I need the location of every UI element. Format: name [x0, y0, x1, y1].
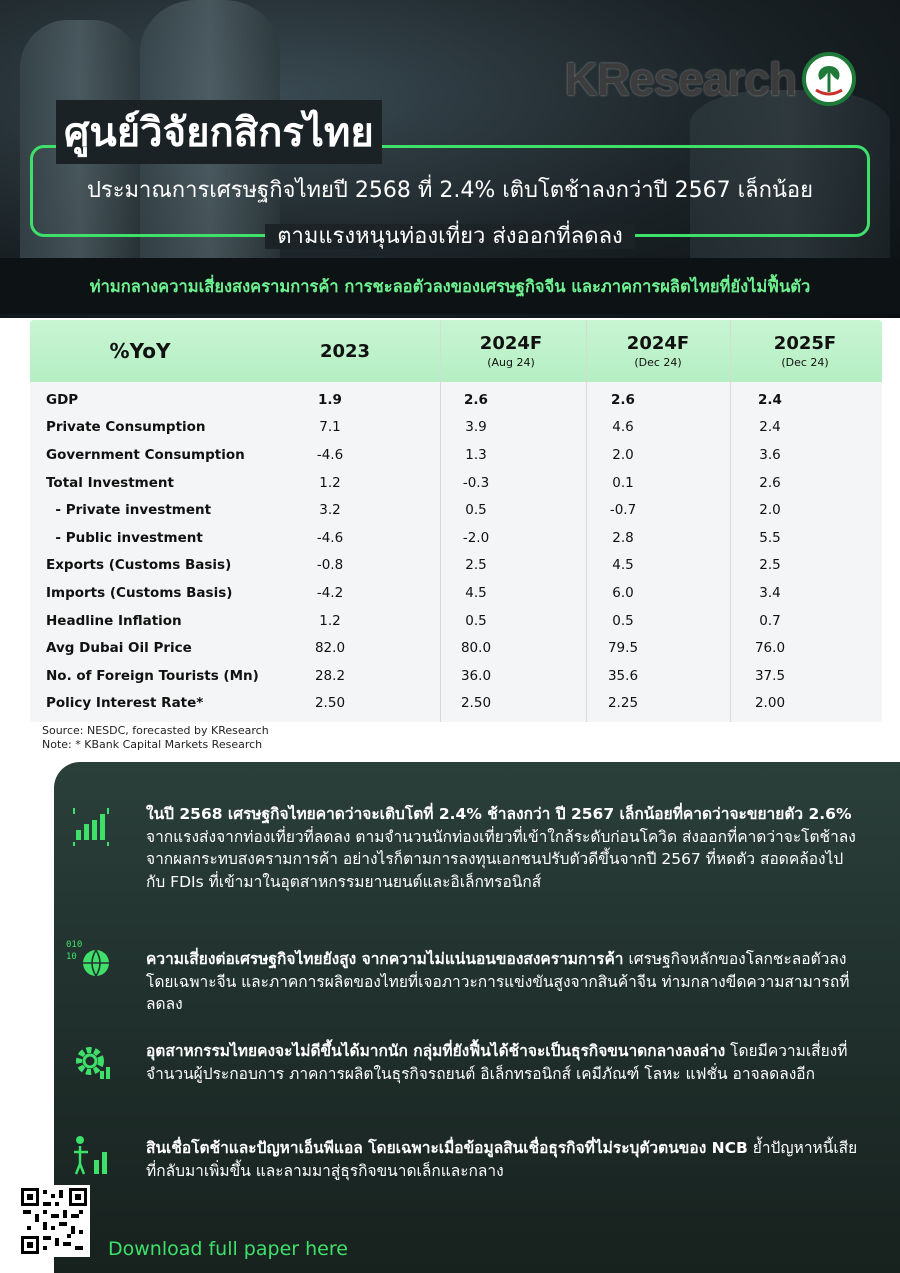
column-divider	[730, 320, 731, 382]
value-cell: 2.6	[611, 391, 635, 408]
value-cell: 2.0	[759, 502, 781, 519]
table-row	[30, 607, 882, 635]
value-cell: 2.4	[758, 391, 782, 408]
bullet-3-text: โดยมีความเสี่ยงที่จำนวนผู้ประกอบการ ภาคการผลิตในธุรกิจรถยนต์ อิเล็กทรอนิกส์ เคมีภัณฑ์ โลหะ แฟชั่น อาจลดลงอีก	[146, 1042, 848, 1083]
row-label: Private Consumption	[46, 419, 206, 436]
column-divider	[586, 320, 587, 382]
table-row	[30, 496, 882, 524]
header-label: 2025F	[773, 333, 837, 354]
value-cell: 3.6	[759, 446, 781, 463]
org-title: ศูนย์วิจัยกสิกรไทย	[56, 100, 382, 164]
source-note	[42, 724, 269, 752]
note-text: Note: * KBank Capital Markets Research	[42, 738, 263, 751]
table-row	[30, 386, 882, 414]
value-cell: 2.0	[612, 446, 634, 463]
person-chart-icon	[66, 1130, 116, 1180]
value-cell: 0.5	[465, 502, 487, 519]
value-cell: 4.5	[612, 557, 634, 574]
value-cell: 2.8	[612, 529, 634, 546]
value-cell: 82.0	[314, 640, 346, 657]
value-cell: 1.9	[318, 391, 342, 408]
table-row	[30, 414, 882, 442]
download-link[interactable]: Download full paper here	[108, 1238, 348, 1260]
value-cell: 2.25	[607, 695, 639, 712]
table-row	[30, 634, 882, 662]
row-label: No. of Foreign Tourists (Mn)	[46, 667, 259, 684]
value-cell: -0.7	[609, 502, 637, 519]
row-label: Avg Dubai Oil Price	[46, 640, 192, 657]
row-label: Exports (Customs Basis)	[46, 557, 232, 574]
value-cell: 2.5	[465, 557, 487, 574]
table-row	[30, 579, 882, 607]
table-row	[30, 469, 882, 497]
row-label: Headline Inflation	[46, 612, 182, 629]
value-cell: 0.5	[465, 612, 487, 629]
table-row	[30, 662, 882, 690]
headline-line-2	[0, 218, 900, 253]
value-cell: 2.5	[759, 557, 781, 574]
table-row	[30, 441, 882, 469]
value-cell: -4.6	[316, 529, 344, 546]
value-cell: 2.4	[759, 419, 781, 436]
value-cell: -4.2	[316, 584, 344, 601]
table-row	[30, 690, 882, 718]
header-cell-yoy	[60, 320, 220, 382]
header-label: %YoY	[109, 339, 171, 363]
value-cell: 1.3	[465, 446, 487, 463]
header-sublabel: (Dec 24)	[634, 356, 682, 369]
value-cell: 80.0	[460, 640, 492, 657]
row-label: GDP	[46, 391, 79, 408]
bullet-3-bold: อุตสาหกรรมไทยคงจะไม่ดีขึ้นได้มากนัก กลุ่มที่ยังฟื้นได้ช้าจะเป็นธุรกิจขนาดกลางลงล่าง	[146, 1042, 726, 1060]
value-cell: 3.4	[759, 584, 781, 601]
value-cell: 5.5	[759, 529, 781, 546]
value-cell: 7.1	[319, 419, 341, 436]
value-cell: 0.5	[612, 612, 634, 629]
header-label: 2023	[319, 340, 371, 362]
value-cell: 2.50	[460, 695, 492, 712]
table-row	[30, 524, 882, 552]
row-label: - Private investment	[46, 502, 212, 519]
value-cell: 36.0	[460, 667, 492, 684]
value-cell: -0.8	[316, 557, 344, 574]
value-cell: 6.0	[612, 584, 634, 601]
value-cell: 3.2	[319, 502, 341, 519]
value-cell: 4.6	[612, 419, 634, 436]
kbank-leaf-icon	[802, 52, 856, 106]
table-header	[30, 320, 882, 382]
header-cell-2023	[300, 320, 390, 382]
bullet-2	[146, 948, 858, 1016]
bullet-4-bold: สินเชื่อโตช้าและปัญหาเอ็นพีแอล โดยเฉพาะเมื่อข้อมูลสินเชื่อธุรกิจที่ไม่ระบุตัวตนของ NCB	[146, 1139, 748, 1157]
qr-code[interactable]	[18, 1185, 90, 1257]
source-text: Source: NESDC, forecasted by KResearch	[42, 724, 269, 737]
value-cell: 2.00	[754, 695, 786, 712]
value-cell: 1.2	[319, 474, 341, 491]
bullet-1-text: จากแรงส่งจากท่องเที่ยวที่ลดลง ตามจำนวนนักท่องเที่ยวที่เข้าใกล้ระดับก่อนโควิด ส่งออกที่คาดว่าจะโตช้าลงจากผลกระทบสงครามการค้า อย่างไรก็ตามการลงทุนเอกชนปรับตัวดีขึ้นจากปี 2567 ที่หดตัว สอดคล้องไปกับ FDIs ที่เข้ามาในอุตสาหกรรมยานยนต์และอิเล็กทรอนิกส์	[146, 827, 856, 891]
globe-icon	[66, 935, 116, 985]
value-cell: -0.3	[462, 474, 490, 491]
header-sublabel: (Aug 24)	[487, 356, 535, 369]
table-row	[30, 552, 882, 580]
forecast-table	[30, 320, 882, 722]
headline-line-2-text: ตามแรงหนุนท่องเที่ยว ส่งออกที่ลดลง	[265, 224, 635, 249]
value-cell: 37.5	[754, 667, 786, 684]
value-cell: 0.7	[759, 612, 781, 629]
header-sublabel: (Dec 24)	[781, 356, 829, 369]
row-label: Total Investment	[46, 474, 174, 491]
gear-icon	[66, 1035, 116, 1085]
header-banner	[0, 0, 900, 318]
header-cell-2025-dec	[760, 320, 850, 382]
row-label: Policy Interest Rate*	[46, 695, 204, 712]
bullet-3	[146, 1040, 858, 1085]
header-label: 2024F	[626, 333, 690, 354]
value-cell: 79.5	[607, 640, 639, 657]
header-label: 2024F	[479, 333, 543, 354]
bullet-2-text: เศรษฐกิจหลักของโลกชะลอตัวลงโดยเฉพาะจีน และภาคการผลิตของไทยที่เจอภาวะการแข่งขันสูงจากสินค้าจีน ท่ามกลางขีดความสามารถที่ลดลง	[146, 950, 850, 1013]
svg-text:010: 010	[66, 940, 83, 950]
value-cell: 3.9	[465, 419, 487, 436]
header-cell-2024-dec	[613, 320, 703, 382]
bullet-4	[146, 1137, 858, 1182]
bullet-2-bold: ความเสี่ยงต่อเศรษฐกิจไทยยังสูง จากความไม่แน่นอนของสงครามการค้า	[146, 950, 624, 968]
value-cell: -2.0	[462, 529, 490, 546]
brand-name: KResearch	[564, 53, 796, 105]
value-cell: 76.0	[754, 640, 786, 657]
value-cell: 2.6	[464, 391, 488, 408]
value-cell: -4.6	[316, 446, 344, 463]
row-label: Government Consumption	[46, 446, 245, 463]
row-label: Imports (Customs Basis)	[46, 584, 233, 601]
bullet-4-text: ย้ำปัญหาหนี้เสียที่กลับมาเพิ่มขึ้น และลามมาสู่ธุรกิจขนาดเล็กและกลาง	[146, 1139, 858, 1180]
kresearch-logo	[565, 52, 856, 106]
subtitle: ท่ามกลางความเสี่ยงสงครามการค้า การชะลอตัวลงของเศรษฐกิจจีน และภาคการผลิตไทยที่ยังไม่ฟื้นตัว	[89, 277, 811, 296]
value-cell: 35.6	[607, 667, 639, 684]
bar-chart-icon	[66, 800, 116, 850]
value-cell: 2.50	[314, 695, 346, 712]
value-cell: 2.6	[759, 474, 781, 491]
column-divider	[440, 320, 441, 382]
row-label: - Public investment	[46, 529, 203, 546]
header-cell-2024-aug	[466, 320, 556, 382]
value-cell: 4.5	[465, 584, 487, 601]
table-body	[30, 382, 882, 722]
svg-text:10: 10	[66, 952, 77, 962]
value-cell: 1.2	[319, 612, 341, 629]
value-cell: 28.2	[314, 667, 346, 684]
value-cell: 0.1	[612, 474, 634, 491]
headline-line-1: ประมาณการเศรษฐกิจไทยปี 2568 ที่ 2.4% เติบโตช้าลงกว่าปี 2567 เล็กน้อย	[86, 178, 814, 203]
bullet-1	[146, 803, 858, 893]
bullet-1-bold: ในปี 2568 เศรษฐกิจไทยคาดว่าจะเติบโตที่ 2.4% ช้าลงกว่า ปี 2567 เล็กน้อยที่คาดว่าจะขยายตัว 2.6%	[146, 805, 852, 823]
